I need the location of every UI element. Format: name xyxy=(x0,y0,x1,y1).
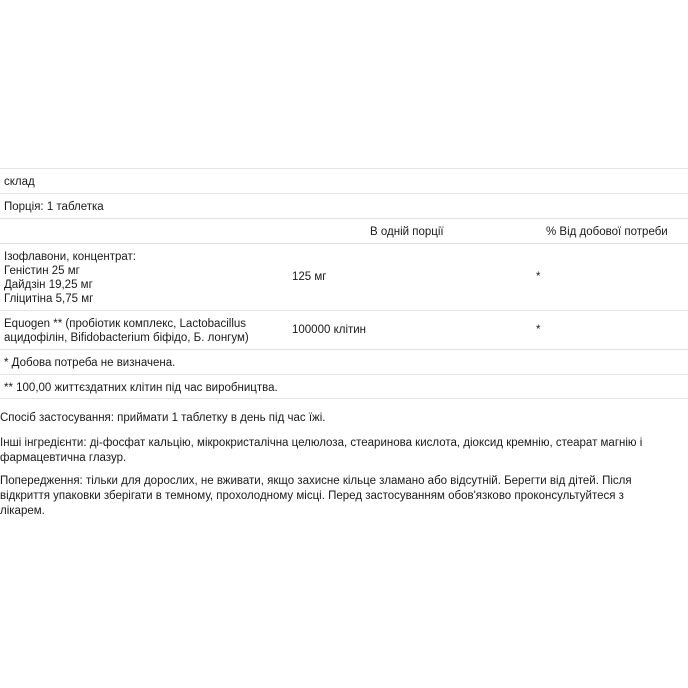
table-row xyxy=(0,310,688,349)
serving-size: Порція: 1 таблетка xyxy=(4,201,104,213)
table-title: склад xyxy=(4,176,35,188)
footnote-live-cells: ** 100,00 життєздатних клітин під час виробництва. xyxy=(4,382,278,394)
ingredient-name: Equogen ** (пробіотик комплекс, Lactobacillus ацидофілін, Bifidobacterium біфідо, Б. лонгум) xyxy=(4,318,249,344)
table-row xyxy=(0,243,688,310)
supplement-facts-table xyxy=(0,168,688,399)
serving-size-row xyxy=(0,193,688,218)
ingredient-amount: 125 мг xyxy=(292,271,327,283)
header-per-serving: В одній порції xyxy=(370,226,444,238)
table-title-row xyxy=(0,168,688,193)
table-header-row xyxy=(0,218,688,243)
ingredient-daily-value: * xyxy=(536,324,541,336)
footnote-row xyxy=(0,374,688,399)
ingredient-daily-value: * xyxy=(536,271,541,283)
footnote-row xyxy=(0,349,688,374)
header-daily-value: % Від добової потреби xyxy=(546,226,668,238)
warning-text: Попередження: тільки для дорослих, не вживати, якщо захисне кільце зламано або відсутній. Берегти від дітей. Після відкриття упаковки зберігати в темному, прохолодному місці. Перед застосуванням обов'язково проконсультуйтеся з лікарем. xyxy=(0,475,632,517)
other-ingredients-text: Інші інгредієнти: ді-фосфат кальцію, мікрокристалічна целюлоза, стеаринова кислота, діоксид кремнію, стеарат магнію і фармацевтична глазур. xyxy=(0,437,643,464)
footnote-daily-value: * Добова потреба не визначена. xyxy=(4,357,176,369)
usage-text: Спосіб застосування: приймати 1 таблетку в день під час їжі. xyxy=(0,412,326,424)
ingredient-name: Ізофлавони, концентрат: Геністин 25 мг Дайдзін 19,25 мг Гліцитіна 5,75 мг xyxy=(4,251,136,305)
ingredient-amount: 100000 клітин xyxy=(292,324,367,336)
